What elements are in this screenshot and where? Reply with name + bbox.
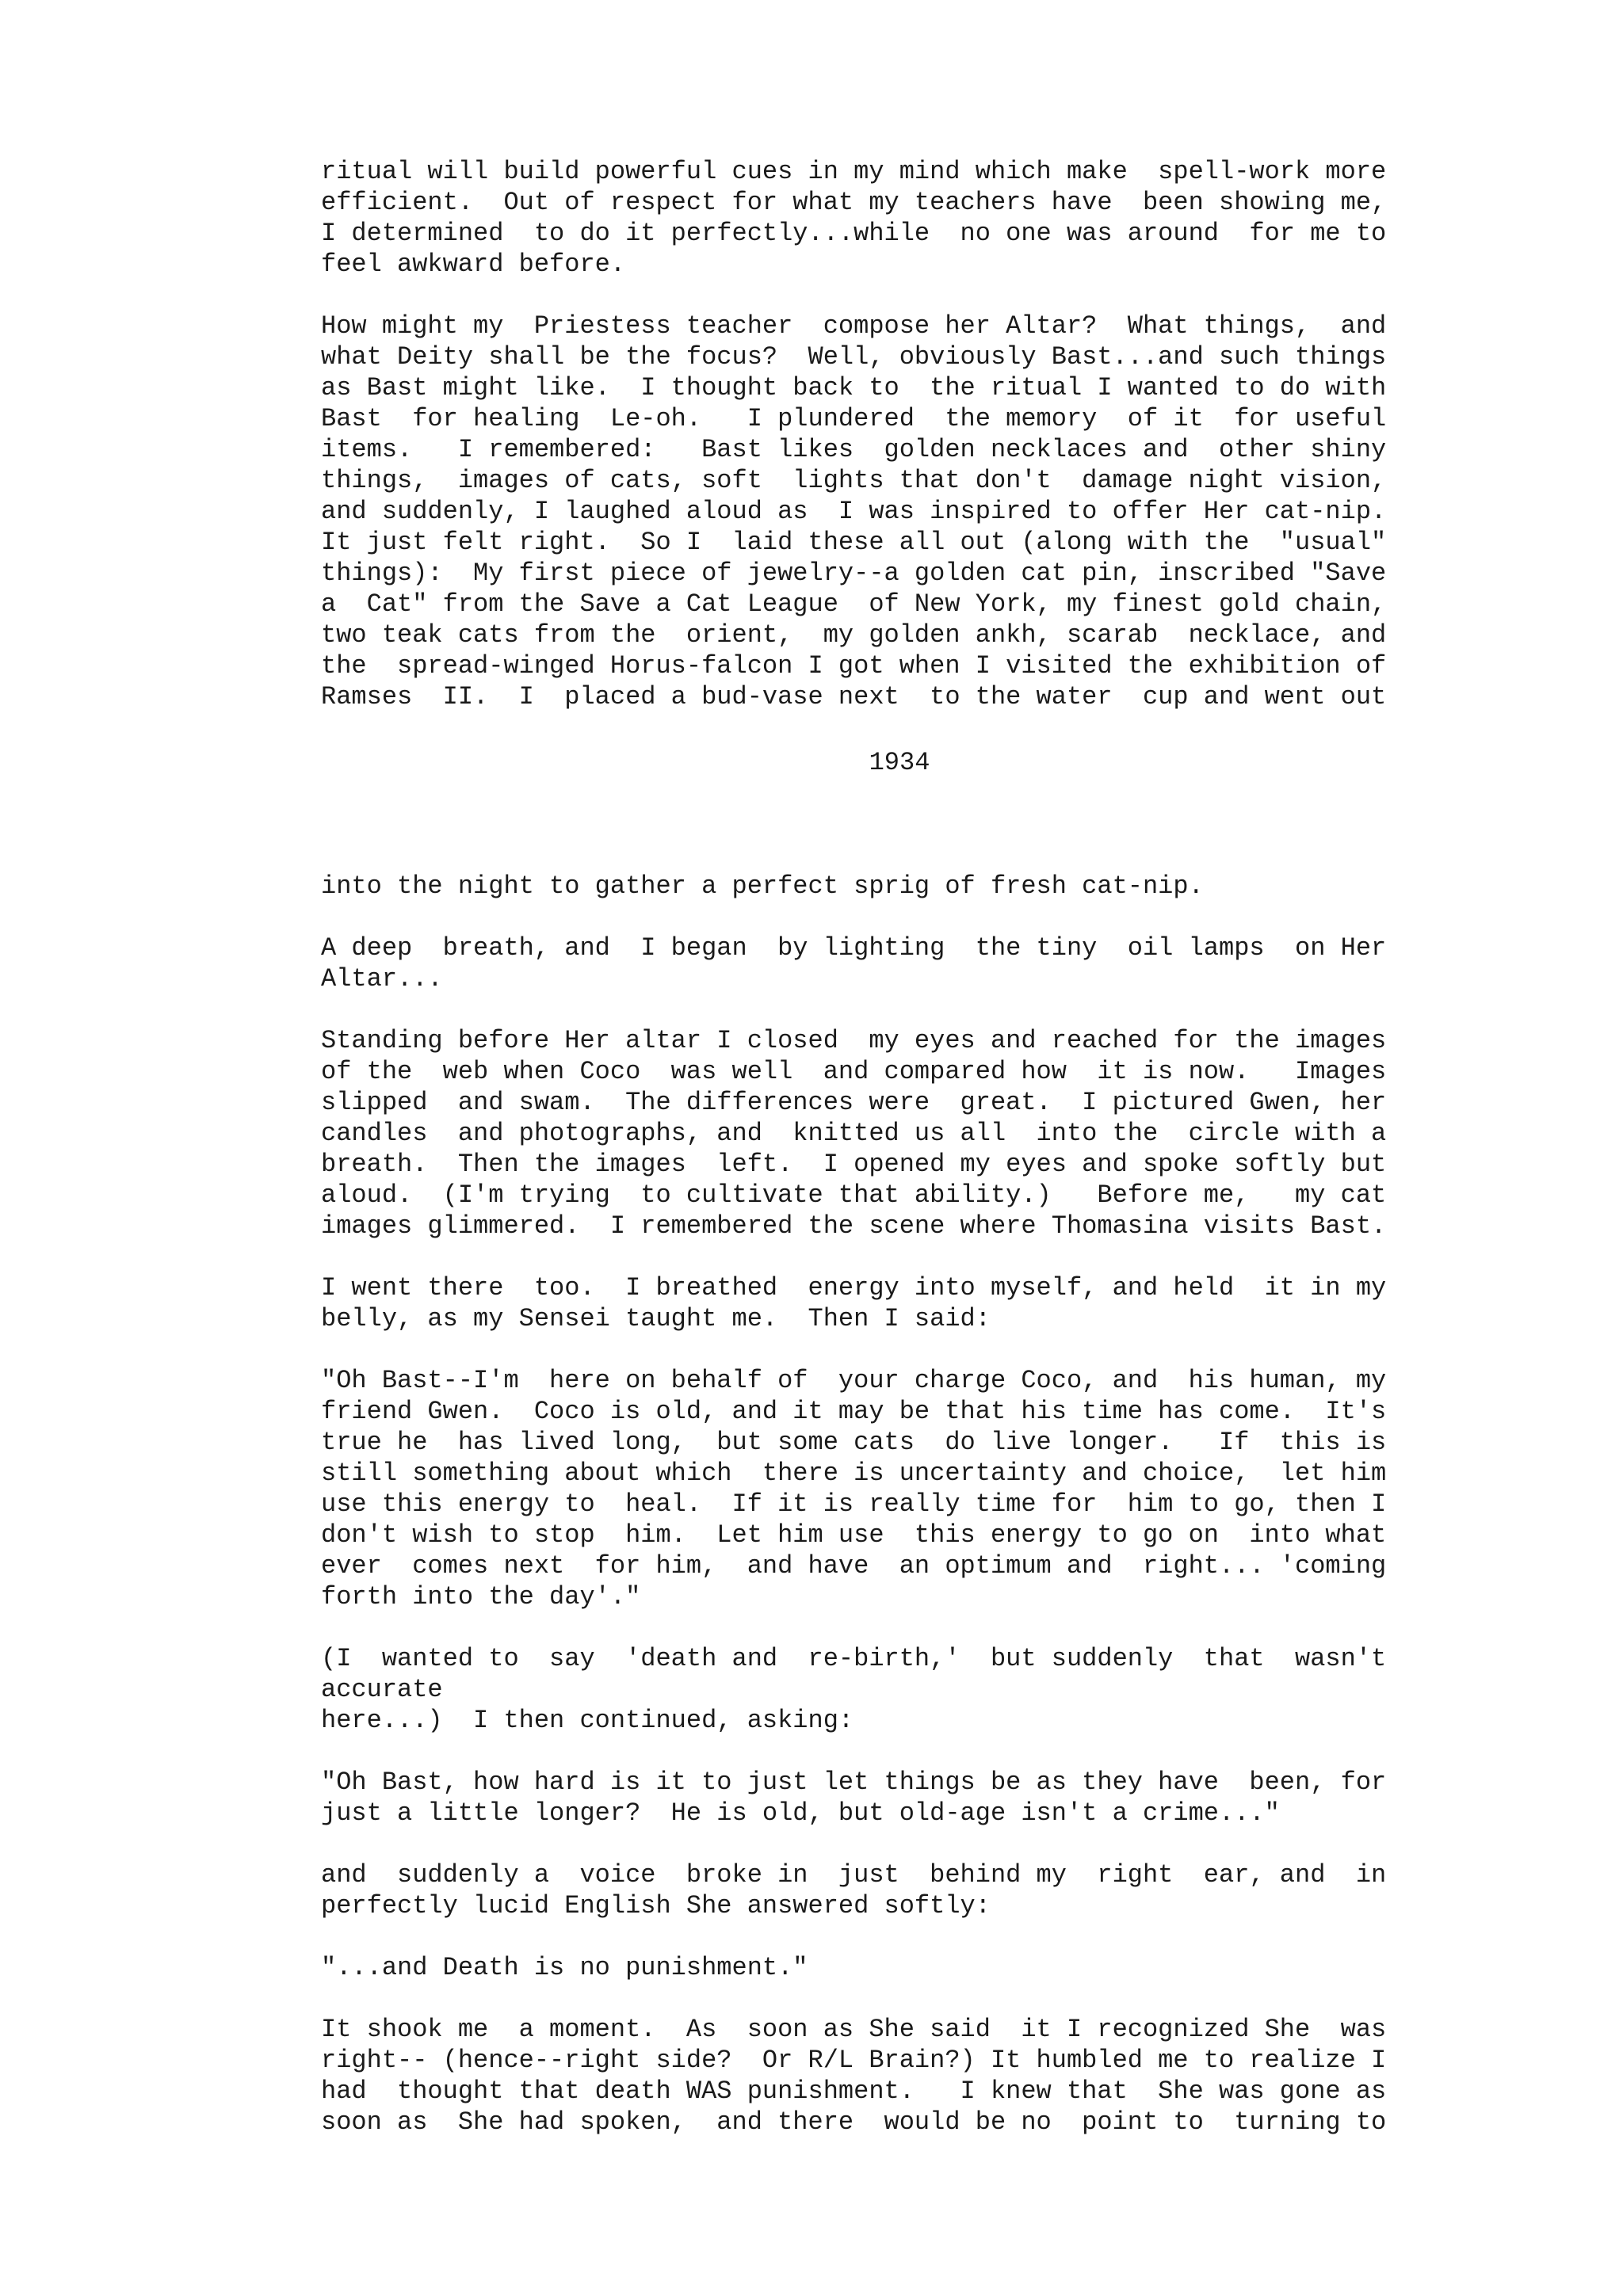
text-line: soon as She had spoken, and there would be no point to turning to — [321, 2107, 1387, 2137]
text-line: of the web when Coco was well and compared how it is now. Images — [321, 1057, 1387, 1086]
text-line: a Cat" from the Save a Cat League of New York, my finest gold chain, — [321, 589, 1387, 619]
text-line: feel awkward before. — [321, 250, 626, 279]
text-line: true he has lived long, but some cats do live longer. If this is — [321, 1428, 1387, 1457]
text-line: It just felt right. So I laid these all out (along with the "usual" — [321, 528, 1387, 557]
text-line: as Bast might like. I thought back to the ritual I wanted to do with — [321, 373, 1387, 402]
text-line: accurate — [321, 1675, 443, 1704]
text-line: friend Gwen. Coco is old, and it may be that his time has come. It's — [321, 1397, 1387, 1426]
paragraph — [321, 1952, 1478, 1983]
text-line: I determined to do it perfectly...while no one was around for me to — [321, 219, 1387, 248]
text-line: forth into the day'." — [321, 1582, 641, 1611]
text-line: images glimmered. I remembered the scene where Thomasina visits Bast. — [321, 1211, 1387, 1241]
paragraph — [321, 1643, 1478, 1736]
text-block-bottom — [321, 871, 1478, 2168]
text-line: candles and photographs, and knitted us all into the circle with a — [321, 1119, 1387, 1148]
text-line: here...) I then continued, asking: — [321, 1706, 854, 1735]
text-line: perfectly lucid English She answered softly: — [321, 1891, 991, 1920]
text-line: (I wanted to say 'death and re-birth,' but suddenly that wasn't — [321, 1644, 1387, 1673]
text-line: ritual will build powerful cues in my mind which make spell-work more — [321, 157, 1387, 186]
text-line: How might my Priestess teacher compose her Altar? What things, and — [321, 311, 1387, 341]
paragraph — [321, 933, 1478, 994]
text-line: "...and Death is no punishment." — [321, 1953, 808, 1982]
text-line: belly, as my Sensei taught me. Then I said: — [321, 1304, 991, 1333]
text-line: slipped and swam. The differences were great. I pictured Gwen, her — [321, 1088, 1387, 1117]
paragraph — [321, 1859, 1478, 1921]
text-line: breath. Then the images left. I opened my eyes and spoke softly but — [321, 1150, 1387, 1179]
text-line: don't wish to stop him. Let him use this energy to go on into what — [321, 1520, 1387, 1550]
text-line: and suddenly, I laughed aloud as I was inspired to offer Her cat-nip. — [321, 497, 1387, 526]
text-line: Altar... — [321, 964, 443, 994]
paragraph — [321, 1272, 1478, 1334]
text-line: A deep breath, and I began by lighting the tiny oil lamps on Her — [321, 933, 1387, 963]
paragraph — [321, 2014, 1478, 2138]
paragraph — [321, 1365, 1478, 1612]
text-line: things): My first piece of jewelry--a golden cat pin, inscribed "Save — [321, 559, 1387, 588]
paragraph — [321, 156, 1478, 280]
paragraph — [321, 311, 1478, 712]
text-line: use this energy to heal. If it is really time for him to go, then I — [321, 1489, 1387, 1519]
text-line: just a little longer? He is old, but old-age isn't a crime..." — [321, 1798, 1280, 1828]
text-line: things, images of cats, soft lights that don't damage night vision, — [321, 466, 1387, 495]
text-line: into the night to gather a perfect sprig of fresh cat-nip. — [321, 871, 1204, 901]
paragraph — [321, 1767, 1478, 1829]
text-line: ever comes next for him, and have an optimum and right... 'coming — [321, 1551, 1387, 1581]
paragraph — [321, 1025, 1478, 1241]
text-line: aloud. (I'm trying to cultivate that ability.) Before me, my cat — [321, 1180, 1387, 1210]
text-line: had thought that death WAS punishment. I knew that She was gone as — [321, 2077, 1387, 2106]
text-line: efficient. Out of respect for what my teachers have been showing me, — [321, 188, 1387, 217]
text-line: what Deity shall be the focus? Well, obviously Bast...and such things — [321, 342, 1387, 372]
text-line: the spread-winged Horus-falcon I got when I visited the exhibition of — [321, 651, 1387, 681]
text-line: Standing before Her altar I closed my eyes and reached for the images — [321, 1026, 1387, 1055]
text-line: "Oh Bast--I'm here on behalf of your charge Coco, and his human, my — [321, 1366, 1387, 1395]
text-line: two teak cats from the orient, my golden ankh, scarab necklace, and — [321, 620, 1387, 650]
text-line: and suddenly a voice broke in just behind my right ear, and in — [321, 1860, 1387, 1890]
paragraph — [321, 871, 1478, 902]
text-line: right-- (hence--right side? Or R/L Brain?) It humbled me to realize I — [321, 2046, 1387, 2075]
text-line: items. I remembered: Bast likes golden necklaces and other shiny — [321, 435, 1387, 464]
text-line: Bast for healing Le-oh. I plundered the memory of it for useful — [321, 404, 1387, 433]
text-line: I went there too. I breathed energy into myself, and held it in my — [321, 1273, 1387, 1302]
page-number: 1934 — [869, 748, 930, 777]
text-line: "Oh Bast, how hard is it to just let things be as they have been, for — [321, 1768, 1387, 1797]
text-line: still something about which there is uncertainty and choice, let him — [321, 1459, 1387, 1488]
text-block-top — [321, 156, 1478, 743]
text-line: It shook me a moment. As soon as She said it I recognized She was — [321, 2015, 1387, 2044]
text-line: Ramses II. I placed a bud-vase next to the water cup and went out — [321, 682, 1387, 711]
